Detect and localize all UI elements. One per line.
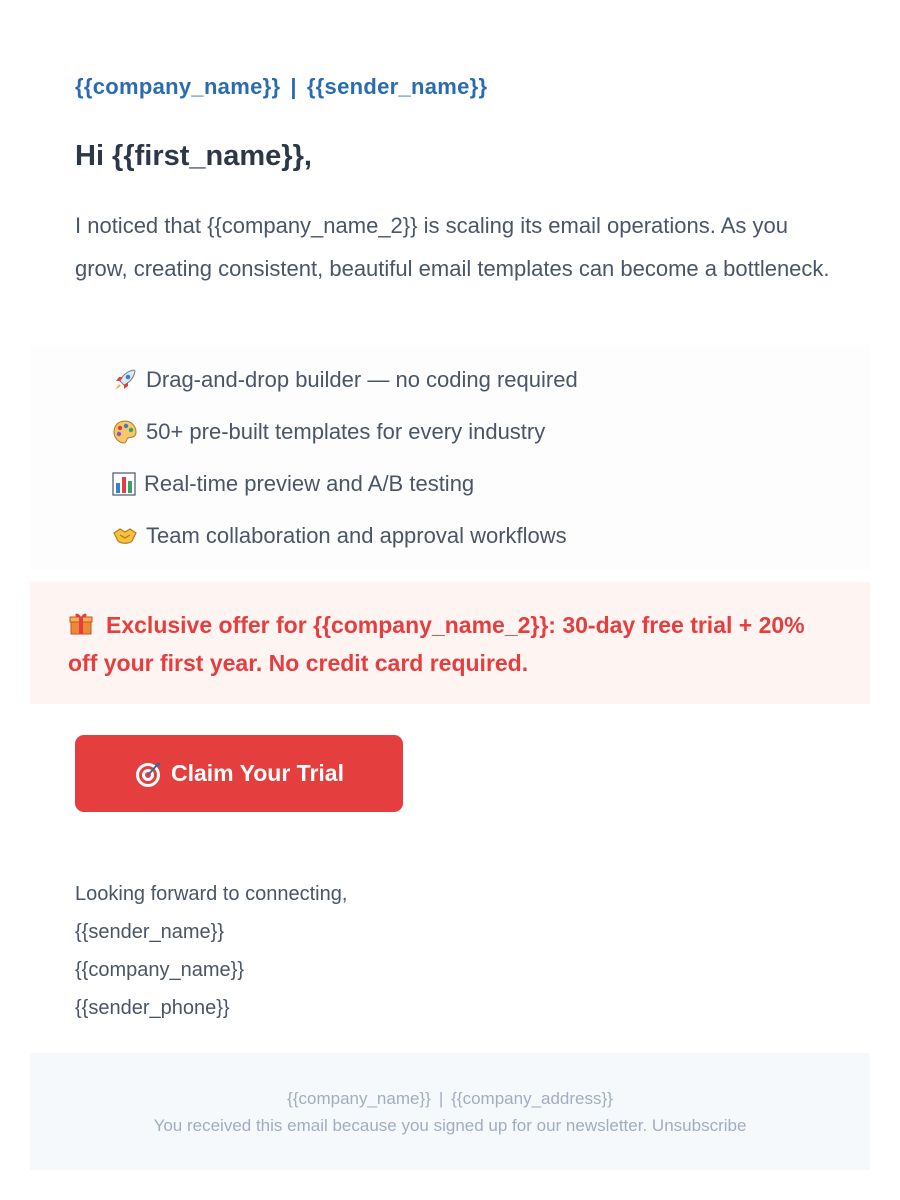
feature-item <box>112 419 545 445</box>
email-footer <box>30 1053 870 1170</box>
footer-company-name: {{company_name}} <box>287 1089 431 1108</box>
palette-icon <box>112 419 138 445</box>
bar-chart-icon <box>112 471 136 497</box>
intro-paragraph: I noticed that {{company_name_2}} is scaling its email operations. As you grow, creating consistent, beautiful email templates can become a bottleneck. <box>75 213 830 281</box>
footer-notice-line <box>30 1116 870 1136</box>
handshake-icon <box>112 523 138 549</box>
claim-trial-label: Claim Your Trial <box>171 760 344 786</box>
signature-block <box>75 875 347 1027</box>
feature-item <box>112 367 578 393</box>
offer-banner <box>30 582 870 704</box>
signoff-closing: Looking forward to connecting, <box>75 883 348 905</box>
feature-text: Team collaboration and approval workflows <box>146 523 567 548</box>
email-header <box>75 74 487 100</box>
gift-icon <box>68 609 94 635</box>
unsubscribe-link[interactable]: Unsubscribe <box>651 1116 747 1135</box>
signoff-company-name: {{company_name}} <box>75 959 245 981</box>
claim-trial-button[interactable] <box>75 735 403 812</box>
feature-text: 50+ pre-built templates for every industry <box>146 419 546 444</box>
feature-item <box>112 523 567 549</box>
feature-text: Drag-and-drop builder — no coding required <box>146 367 578 392</box>
feature-item <box>112 471 474 497</box>
feature-list <box>30 345 870 570</box>
feature-text: Real-time preview and A/B testing <box>144 471 475 496</box>
signoff-sender-name: {{sender_name}} <box>75 921 225 943</box>
signoff-phone: {{sender_phone}} <box>75 997 230 1019</box>
footer-company-address: {{company_address}} <box>451 1089 613 1108</box>
greeting-heading: Hi {{first_name}}, <box>75 140 312 172</box>
offer-text: Exclusive offer for {{company_name_2}}: 30-day free trial + 20% off your first year. No credit card required. <box>68 612 805 676</box>
rocket-icon <box>112 367 138 393</box>
target-icon <box>134 760 162 788</box>
header-separator: | <box>290 74 297 99</box>
footer-company-line <box>30 1089 870 1109</box>
footer-separator: | <box>438 1089 444 1108</box>
header-company-name: {{company_name}} <box>75 74 281 99</box>
footer-notice: You received this email because you signed up for our newsletter. <box>153 1116 648 1135</box>
header-sender-name: {{sender_name}} <box>306 74 488 99</box>
offer-text-block <box>68 606 828 682</box>
